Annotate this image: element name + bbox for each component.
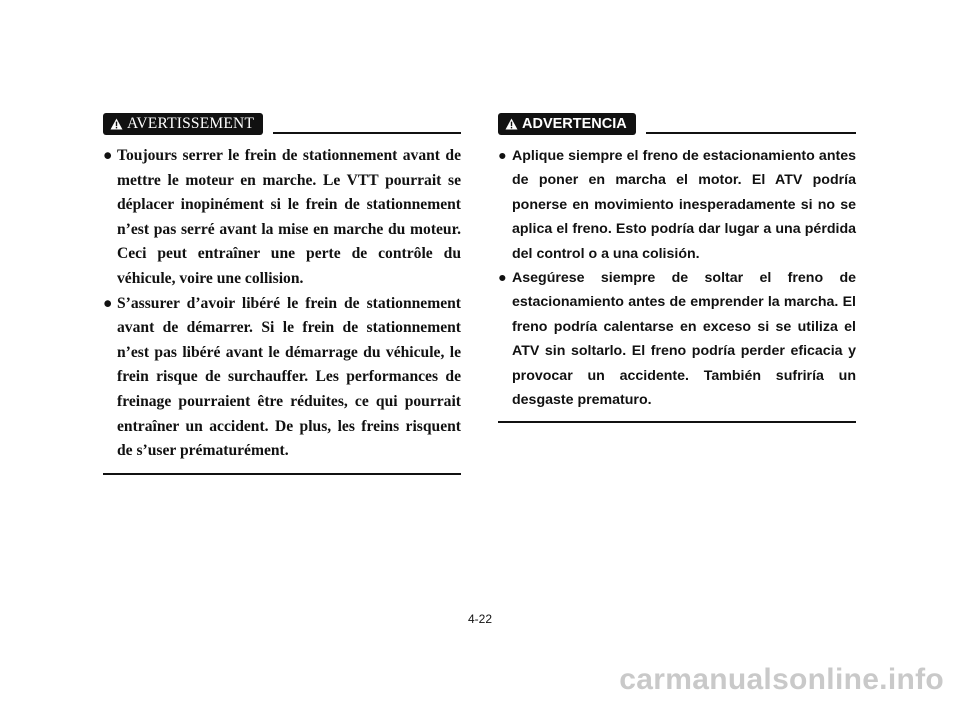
- french-warning-section: [103, 112, 461, 475]
- bullet-icon: ●: [498, 270, 507, 287]
- list-item: [498, 266, 856, 412]
- section-end-rule: [498, 421, 856, 423]
- bullet-icon: ●: [103, 147, 113, 164]
- advertencia-label: ADVERTENCIA: [522, 116, 627, 132]
- warning-triangle-icon: [505, 118, 518, 130]
- list-item: [498, 144, 856, 266]
- list-item-text: Toujours serrer le frein de stationnement avant de mettre le moteur en marche. Le VTT pourrait se déplacer inopinément si le frein de stationnement n’est pas serré avant la mise en marche du moteur. Ceci peut entraîner une perte de contrôle du véhicule, voire une collision.: [117, 147, 461, 287]
- french-warning-header: [103, 112, 461, 136]
- spanish-warning-section: [498, 112, 856, 423]
- list-item-text: Aplique siempre el freno de estacionamiento antes de poner en marcha el motor. El ATV podría ponerse en movimiento inesperadamente si no se aplica el freno. Esto podría dar lugar a una pérdida del control o a una colisión.: [512, 148, 856, 262]
- list-item: [103, 144, 461, 292]
- watermark: carmanualsonline.info: [619, 663, 944, 696]
- advertencia-badge: [498, 113, 636, 135]
- section-end-rule: [103, 473, 461, 475]
- bullet-icon: ●: [103, 294, 113, 312]
- list-item-text: Asegúrese siempre de soltar el freno de estacionamiento antes de emprender la marcha. El freno podría calentarse en exceso si se utiliza el ATV sin soltarlo. El freno podría perder eficacia y provocar un accidente. También sufriría un desgaste prematuro.: [512, 270, 856, 409]
- list-item: [103, 292, 461, 464]
- warning-triangle-icon: [110, 118, 123, 130]
- list-item-text: S’assurer d’avoir libéré le frein de stationnement avant de démarrer. Si le frein de stationnement n’est pas libéré avant le démarrage du véhicule, le frein risque de surchauffer. Les performances de freinage pourraient être réduites, ce qui pourrait entraîner un accident. De plus, les freins risquent de s’user prématurément.: [117, 294, 461, 460]
- header-rule: [273, 132, 461, 134]
- spanish-warning-list: [498, 144, 856, 412]
- spanish-warning-header: [498, 112, 856, 136]
- avertissement-label: AVERTISSEMENT: [127, 115, 255, 132]
- french-warning-list: [103, 144, 461, 464]
- bullet-icon: ●: [498, 148, 507, 164]
- avertissement-badge: [103, 113, 263, 135]
- header-rule: [646, 132, 856, 134]
- page-number: 4-22: [467, 612, 493, 626]
